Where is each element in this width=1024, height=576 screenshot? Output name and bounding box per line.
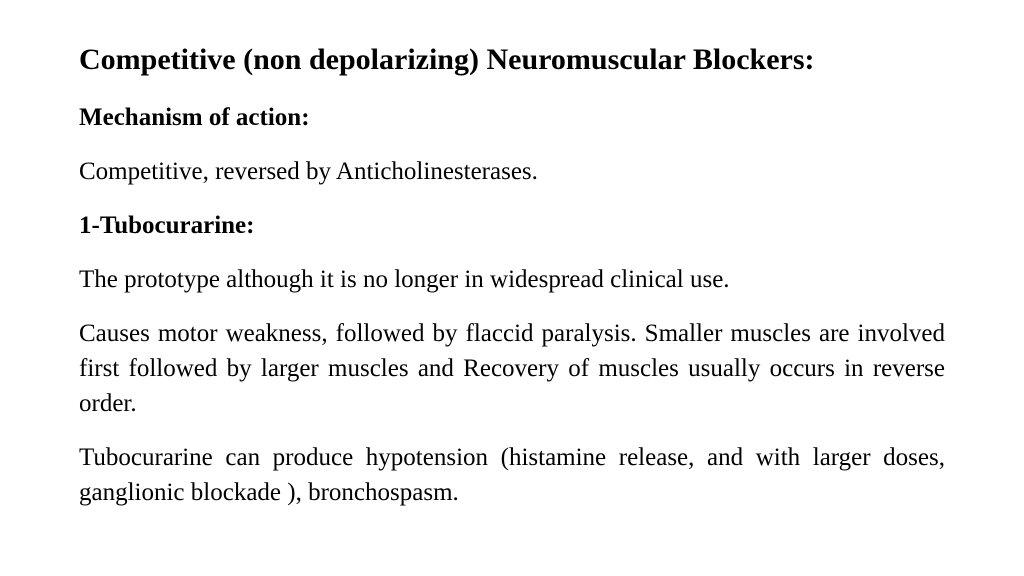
paragraph-effects: Causes motor weakness, followed by flaccid paralysis. Smaller muscles are involved first followed by larger muscles and Recovery of muscles usually occurs in reverse order. xyxy=(79,320,945,417)
paragraph-prototype: The prototype although it is no longer in widespread clinical use. xyxy=(79,266,730,293)
drug-heading: 1-Tubocurarine: xyxy=(79,212,255,239)
slide-content xyxy=(79,38,945,510)
mechanism-text: Competitive, reversed by Anticholinesterases. xyxy=(79,158,538,185)
paragraph-side-effects: Tubocurarine can produce hypotension (histamine release, and with larger doses, ganglionic blockade ), bronchospasm. xyxy=(79,444,945,506)
mechanism-heading: Mechanism of action: xyxy=(79,104,310,131)
slide-title: Competitive (non depolarizing) Neuromuscular Blockers: xyxy=(79,43,815,76)
